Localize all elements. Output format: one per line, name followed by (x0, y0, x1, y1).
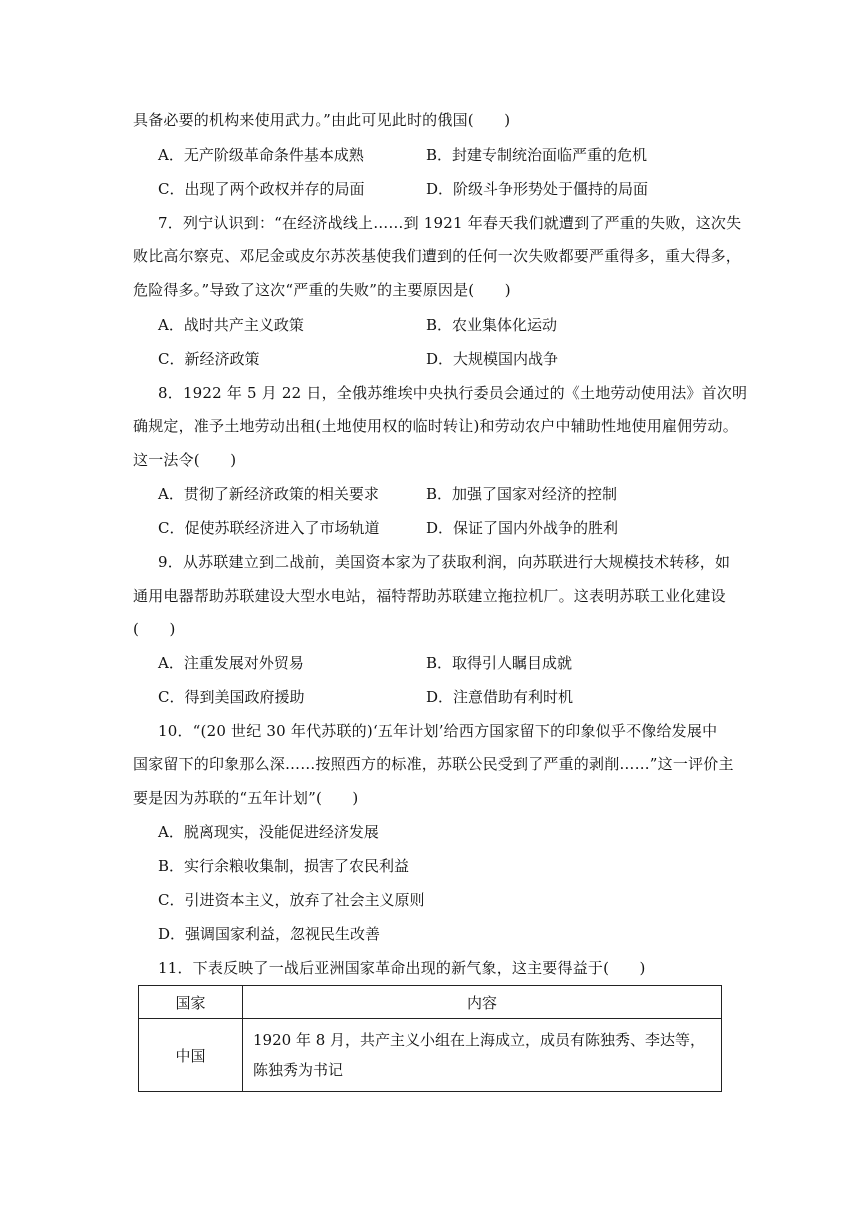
q7-stem-line-2: 败比高尔察克、邓尼金或皮尔苏茨基使我们遭到的任何一次失败都要严重得多，重大得多， (133, 247, 742, 265)
table-header-content: 内容 (243, 986, 722, 1019)
q9-option-c: C．得到美国政府援助 (158, 688, 305, 706)
q7-stem-line-1: 7．列宁认识到：“在经济战线上……到 1921 年春天我们就遭到了严重的失败，这次失 (158, 214, 742, 232)
q11-stem-line-1: 11．下表反映了一战后亚洲国家革命出现的新气象，这主要得益于( ) (158, 959, 646, 977)
q8-stem-line-3: 这一法令( ) (133, 451, 237, 469)
table-cell-content: 1920 年 8 月，共产主义小组在上海成立，成员有陈独秀、李达等，陈独秀为书记 (243, 1019, 722, 1092)
q8-stem-line-2: 确规定，准予土地劳动出租(土地使用权的临时转让)和劳动农户中辅助性地使用雇佣劳动。 (133, 417, 738, 435)
table-row (139, 1019, 722, 1092)
q6-option-c: C．出现了两个政权并存的局面 (158, 180, 365, 198)
q6-option-b: B．封建专制统治面临严重的危机 (426, 146, 648, 164)
q9-option-a: A．注重发展对外贸易 (158, 654, 304, 672)
q7-stem-line-3: 危险得多。”导致了这次“严重的失败”的主要原因是( ) (133, 281, 511, 299)
q8-option-d: D．保证了国内外战争的胜利 (426, 519, 619, 537)
q7-option-a: A．战时共产主义政策 (158, 316, 304, 334)
q10-option-a: A．脱离现实，没能促进经济发展 (158, 823, 379, 841)
q10-option-b: B．实行余粮收集制，损害了农民利益 (158, 857, 410, 875)
q10-stem-line-3: 要是因为苏联的“五年计划”( ) (133, 789, 359, 807)
q7-option-b: B．农业集体化运动 (426, 316, 558, 334)
q7-option-d: D．大规模国内战争 (426, 350, 559, 368)
q8-stem-line-1: 8．1922 年 5 月 22 日，全俄苏维埃中央执行委员会通过的《土地劳动使用法》首次明 (158, 384, 748, 402)
q6-option-a: A．无产阶级革命条件基本成熟 (158, 146, 364, 164)
table-header-country: 国家 (139, 986, 243, 1019)
q6-option-d: D．阶级斗争形势处于僵持的局面 (426, 180, 649, 198)
q8-option-a: A．贯彻了新经济政策的相关要求 (158, 485, 379, 503)
q8-option-c: C．促使苏联经济进入了市场轨道 (158, 519, 380, 537)
table-header-row (139, 986, 722, 1019)
revolution-table (138, 985, 722, 1092)
q10-stem-line-2: 国家留下的印象那么深……按照西方的标准，苏联公民受到了严重的剥削……”这一评价主 (133, 755, 734, 773)
q10-option-c: C．引进资本主义，放弃了社会主义原则 (158, 891, 425, 909)
q9-stem-line-1: 9．从苏联建立到二战前，美国资本家为了获取利润，向苏联进行大规模技术转移，如 (158, 553, 731, 571)
q9-option-b: B．取得引人瞩目成就 (426, 654, 573, 672)
table-cell-country: 中国 (139, 1019, 243, 1092)
q7-option-c: C．新经济政策 (158, 350, 260, 368)
q10-option-d: D．强调国家利益，忽视民生改善 (158, 925, 381, 943)
q8-option-b: B．加强了国家对经济的控制 (426, 485, 618, 503)
q9-option-d: D．注意借助有利时机 (426, 688, 574, 706)
q9-stem-line-2: 通用电器帮助苏联建设大型水电站，福特帮助苏联建立拖拉机厂。这表明苏联工业化建设 (133, 587, 726, 605)
q6-stem-tail: 具备必要的机构来使用武力。”由此可见此时的俄国( ) (133, 111, 511, 129)
q10-stem-line-1: 10．“(20 世纪 30 年代苏联的)‘五年计划’给西方国家留下的印象似乎不像给发展中 (158, 722, 718, 740)
q9-stem-line-3: ( ) (133, 620, 176, 638)
